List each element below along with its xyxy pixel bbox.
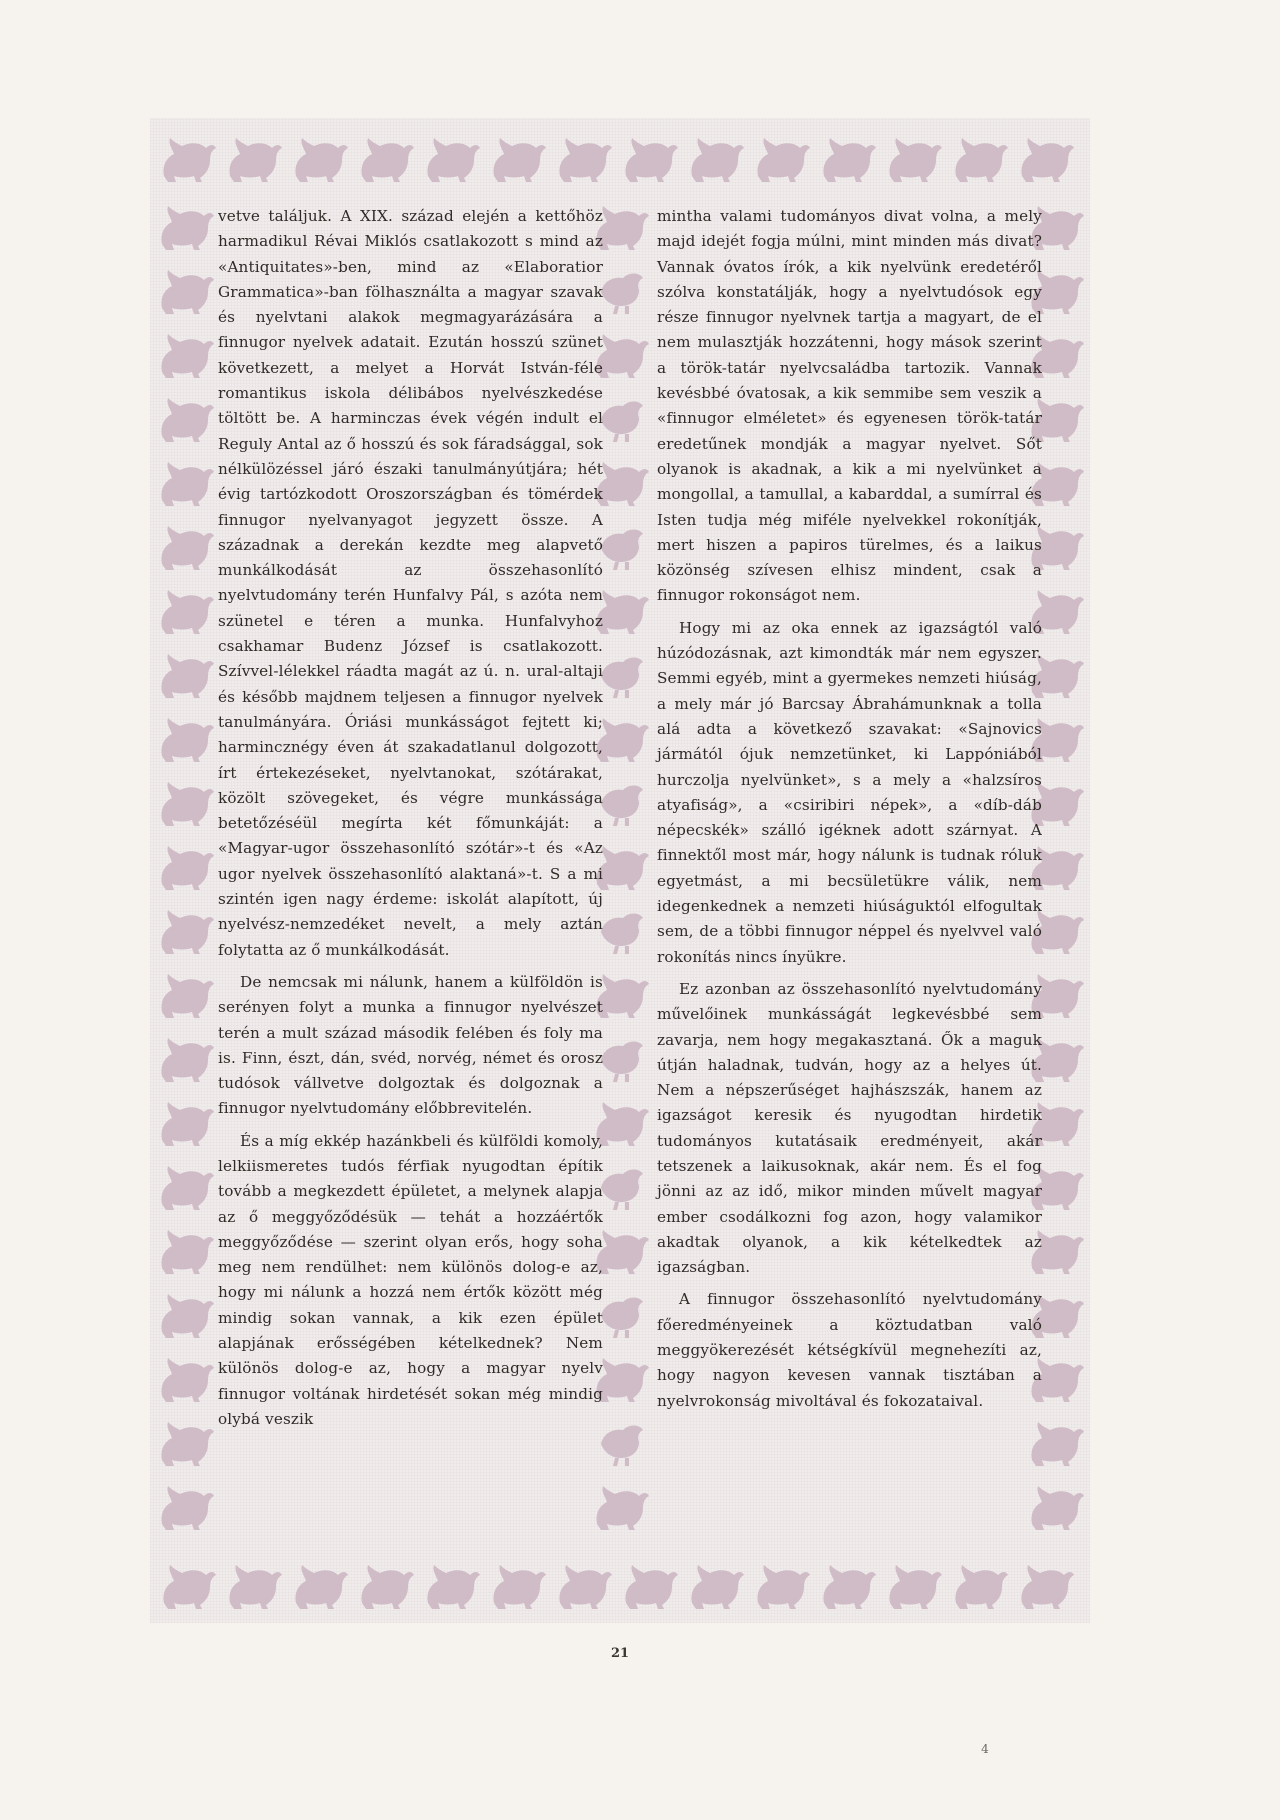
- horse-motif-icon: [154, 774, 216, 828]
- horse-motif-icon: [154, 1478, 216, 1532]
- horse-motif-icon: [222, 130, 284, 184]
- horse-motif-icon: [154, 646, 216, 700]
- horse-motif-icon: [154, 1414, 216, 1468]
- horse-motif-icon: [288, 1557, 350, 1611]
- horse-motif-icon: [154, 518, 216, 572]
- horse-motif-icon: [1024, 1478, 1086, 1532]
- left-column: [218, 204, 603, 1439]
- horse-motif-icon: [154, 1094, 216, 1148]
- horse-motif-icon: [948, 1557, 1010, 1611]
- right-paragraph-2: Hogy mi az oka ennek az igazságtól való húzódozásnak, azt kimondták már nem egyszer. Semmi egyéb, mint a gyermekes nemzeti hiúság, a mely már jó Barcsay Ábrahámunknak a tolla alá adta a következő szavakat: «Sajnovics jármától ójuk nemzetünket, ki Lappóniából hurczolja nyelvünket», s a mely a «halzsíros atyafiság», a «csiribiri népek», a «díb-dáb népecskék» szálló igéknek adott szárnyat. A finnektől most már, hogy nálunk is tudnak róluk egyetmást, a mi becsületükre válik, nem idegenkednek a nemzeti hiúságuktól elfogultak sem, de a többi finnugor néppel és nyelvvel való rokonítás nincs ínyükre.: [657, 618, 1042, 966]
- horse-motif-icon: [154, 390, 216, 444]
- horse-motif-icon: [684, 1557, 746, 1611]
- horse-motif-icon: [1014, 130, 1076, 184]
- horse-motif-icon: [750, 1557, 812, 1611]
- horse-motif-icon: [154, 710, 216, 764]
- horse-motif-icon: [288, 130, 350, 184]
- right-paragraph-3: Ez azonban az összehasonlító nyelvtudomány művelőinek munkásságát legkevésbbé sem zavarja, nem hogy megakasztaná. Ők a maguk útján haladnak, tudván, hogy az a helyes út. Nem a népszerűséget hajhászszák, hanem az igazságot keresik és nyugodtan hirdetik tudományos kutatásaik eredményeit, akár tetszenek a laikusoknak, akár nem. És el fog jönni az az idő, mikor minden művelt magyar ember csodálkozni fog azon, hogy valamikor akadtak olyanok, a kik kételkedtek az igazságban.: [657, 979, 1042, 1277]
- horse-motif-icon: [154, 1158, 216, 1212]
- horse-motif-icon: [618, 1557, 680, 1611]
- horse-motif-icon: [154, 454, 216, 508]
- horse-motif-icon: [354, 130, 416, 184]
- horse-motif-icon: [354, 1557, 416, 1611]
- horse-motif-icon: [154, 582, 216, 636]
- horse-motif-icon: [618, 130, 680, 184]
- right-column: [657, 204, 1042, 1421]
- left-paragraph-1: vetve találjuk. A XIX. század elején a kettőhöz harmadikul Révai Miklós csatlakozott s mind az «Antiquitates»-ben, mind az «Elaboratior Grammatica»-ban fölhasználta a magyar szavak és nyelvtani alakok megmagyarázására a finnugor nyelvek adatait. Ezután hosszú szünet következett, a melyet a Horvát István-féle romantikus iskola délibábos nyelvészkedése töltött be. A harminczas évek végén indult el Reguly Antal az ő hosszú és sok fáradsággal, sok nélkülözéssel járó északi tanulmányútjára; hét évig tartózkodott Oroszországban és tömérdek finnugor nyelvanyagot jegyzett össze. A századnak a derekán kezdte meg alapvető munkálkodását az összehasonlító nyelvtudomány terén Hunfalvy Pál, s azóta nem szünetel e téren a munka. Hunfalvyhoz csakhamar Budenz József is csatlakozott. Szívvel-lélekkel ráadta magát az ú. n. ural-altaji és később majdnem teljesen a finnugor nyelvek tanulmányára. Óriási munkásságot fejtett ki; harmincznégy éven át szakadatlanul dolgozott, írt értekezéseket, nyelvtanokat, szótárakat, közölt szövegeket, és végre munkássága betetőzéséül megírta két főmunkáját: a «Magyar-ugor összehasonlító szótár»-t és «Az ugor nyelvek összehasonlító alaktaná»-t. S a mi szintén igen nagy érdeme: iskolát alapított, új nyelvész-nemzedéket nevelt, a mely aztán folytatta az ő munkálkodását.: [218, 207, 603, 959]
- horse-motif-icon: [552, 130, 614, 184]
- horse-motif-icon: [420, 130, 482, 184]
- left-paragraph-2: De nemcsak mi nálunk, hanem a külföldön is serényen folyt a munka a finnugor nyelvészet terén a mult század második felében és foly ma is. Finn, észt, dán, svéd, norvég, német és orosz tudósok vállvetve dolgoztak és dolgoznak a finnugor nyelvtudomány előbbrevitelén.: [218, 972, 603, 1118]
- horse-motif-icon: [816, 130, 878, 184]
- horse-motif-icon: [750, 130, 812, 184]
- horse-motif-icon: [154, 262, 216, 316]
- right-paragraph-4: A finnugor összehasonlító nyelvtudomány főeredményeinek a köztudatban való meggyökerezését kétségkívül megnehezíti az, hogy nagyon kevesen vannak tisztában a nyelvrokonság mivoltával és fokozataival.: [657, 1290, 1042, 1410]
- horse-motif-icon: [222, 1557, 284, 1611]
- horse-motif-icon: [154, 1350, 216, 1404]
- horse-motif-icon: [1024, 1414, 1086, 1468]
- horse-motif-icon: [154, 326, 216, 380]
- horse-motif-icon: [156, 1557, 218, 1611]
- horse-motif-icon: [816, 1557, 878, 1611]
- page-number: 21: [610, 1646, 630, 1661]
- horse-motif-icon: [154, 966, 216, 1020]
- horse-motif-icon: [156, 130, 218, 184]
- sheet-number: 4: [981, 1742, 989, 1756]
- horse-motif-icon: [882, 1557, 944, 1611]
- left-paragraph-3: És a míg ekkép hazánkbeli és külföldi komoly, lelkiismeretes tudós férfiak nyugodtan építik tovább a megkezdett épületet, a melynek alapja az ő meggyőződésük — tehát a hozzáértők meggyőződése — szerint olyan erős, hogy soha meg nem rendülhet: nem különös dolog-e az, hogy mi nálunk a hozzá nem értők között még mindig sokan vannak, a kik ezen épület alapjának erősségében kételkednek? Nem különös dolog-e az, hogy a magyar nyelv finnugor voltának hirdetését sokan még mindig olybá veszik: [218, 1131, 603, 1428]
- horse-motif-icon: [882, 130, 944, 184]
- horse-motif-icon: [948, 130, 1010, 184]
- horse-motif-icon: [154, 1222, 216, 1276]
- right-paragraph-1: mintha valami tudományos divat volna, a mely majd idejét fogja múlni, mint minden más divat? Vannak óvatos írók, a kik nyelvünk eredetéről szólva konstatálják, hogy a nyelvtudósok egy része finnugor nyelvnek tartja a magyart, de el nem mulasztják hozzátenni, hogy mások szerint a török-tatár nyelvcsaládba tartozik. Vannak kevésbbé óvatosak, a kik semmibe sem veszik a «finnugor elméletet» és egyenesen török-tatár eredetűnek mondják a magyar nyelvet. Sőt olyanok is akadnak, a kik a mi nyelvünket a mongollal, a tamullal, a kabarddal, a sumírral és Isten tudja még miféle nyelvekkel rokonítják, mert hiszen a papiros türelmes, és a laikus közönség szívesen elhisz mindent, csak a finnugor rokonságot nem.: [657, 207, 1042, 605]
- horse-motif-icon: [589, 1478, 651, 1532]
- horse-motif-icon: [154, 1286, 216, 1340]
- horse-motif-icon: [486, 130, 548, 184]
- horse-motif-icon: [1014, 1557, 1076, 1611]
- horse-motif-icon: [154, 198, 216, 252]
- horse-motif-icon: [154, 1030, 216, 1084]
- horse-motif-icon: [486, 1557, 548, 1611]
- horse-motif-icon: [684, 130, 746, 184]
- horse-motif-icon: [154, 902, 216, 956]
- horse-motif-icon: [420, 1557, 482, 1611]
- horse-motif-icon: [552, 1557, 614, 1611]
- horse-motif-icon: [154, 838, 216, 892]
